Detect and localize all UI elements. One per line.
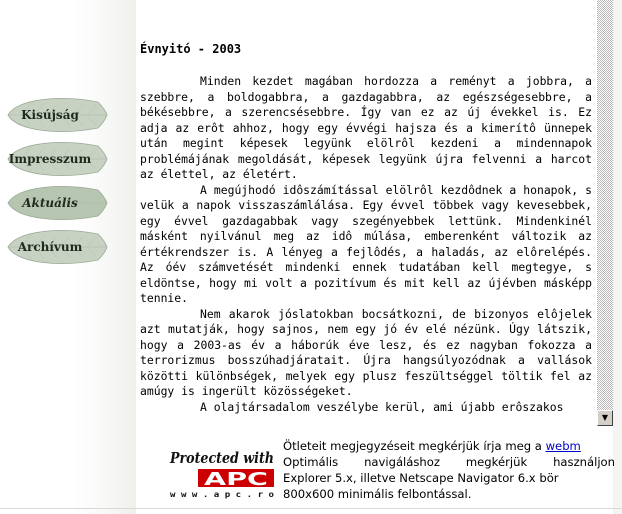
webmaster-link[interactable]: webm <box>545 439 581 453</box>
nav-item-aktualis[interactable] <box>4 184 104 222</box>
scrollbar-track[interactable] <box>597 0 613 425</box>
svg-text:w w w . a p c . r o: w w w . a p c . r o <box>170 490 275 499</box>
footer-text: Optimális navigáláshoz megkérjük használjon <box>283 455 615 469</box>
page-edge <box>613 0 622 514</box>
nav-item-label: Aktuális <box>22 196 78 210</box>
svg-text:Protected with: Protected with <box>169 449 274 467</box>
nav-item-kisujsag[interactable] <box>4 96 104 134</box>
footer-notice <box>283 438 615 502</box>
scroll-down-button[interactable] <box>597 410 613 426</box>
article-paragraph: Nem akarok jóslatokban bocsátkozni, de bizonyos elôjelek azt mutatják, hogy sajnos, nem egy jó év elé nézünk. Úgy látszik, hogy a 2003-as év a háborúk éve lesz, és ez nagyban fokozza a terrorizmus bosszúhadjáratait. Újra hangsúlyozódnak a vallások közötti különbségek, melyek egy plusz feszültséggel töltik fel az amúgy is ingerült közösségeket. <box>140 306 592 398</box>
article-paragraph: A megújhodó idôszámítással elölrôl kezdôdnek a honapok, s velük a napok visszaszámlálása. Egy évvel többek vagy kevesebbek, egy évvel gazdagabbak vagy szegényebbek lettünk. Mindenkinél másként nyilvánul meg az idô múlása, emberenként változik az értékrendszer is. A lényeg a fejlôdés, a haladás, az elôrelépés. Az óév számvetését mindenki ennek tudatában kell megtegye, s eldöntse, hogy mi volt a pozitívum és mit kell az újévben másképp tennie. <box>140 182 592 305</box>
nav-item-label: Kisújság <box>21 108 79 122</box>
footer-text: Explorer 5.x, illetve Netscape Navigator 6.x bör <box>283 471 559 485</box>
article-title: Évnyitó - 2003 <box>140 42 242 56</box>
footer-text: Ötleteit megjegyzéseit megkérjük írja meg a <box>283 439 546 453</box>
footer-text: 800x600 minimális felbontással. <box>283 487 472 501</box>
article-body[interactable] <box>140 74 592 425</box>
arrow-down-icon: ▼ <box>601 413 609 422</box>
nav-item-label: Archívum <box>17 240 83 254</box>
article-paragraph: Minden kezdet magában hordozza a reményt a jobbra, a szebbre, a boldogabbra, a gazdagabbra, az egészségesebbre, a békésebbre, a szerencsésebbre. Így van ez az új évekkel is. Ez adja az erôt ahhoz, hogy egy évvégi hajsza és a kimerítô ünnepek után megint képesek legyünk elölrôl kezdeni a mindennapok problémájának megoldását, képesek legyünk újra felvenni a harcot az élettel, az életért. <box>140 74 592 181</box>
nav-item-impresszum[interactable] <box>4 140 104 178</box>
apc-protected-badge[interactable] <box>168 441 278 499</box>
divider <box>0 508 622 509</box>
svg-text:APC: APC <box>204 469 268 490</box>
apc-logo-icon <box>169 449 274 499</box>
nav-item-label: Impresszum <box>8 152 92 166</box>
article-paragraph: A olajtársadalom veszélybe kerül, ami újabb erôszakos <box>200 399 564 414</box>
nav-item-archivum[interactable] <box>4 228 104 266</box>
